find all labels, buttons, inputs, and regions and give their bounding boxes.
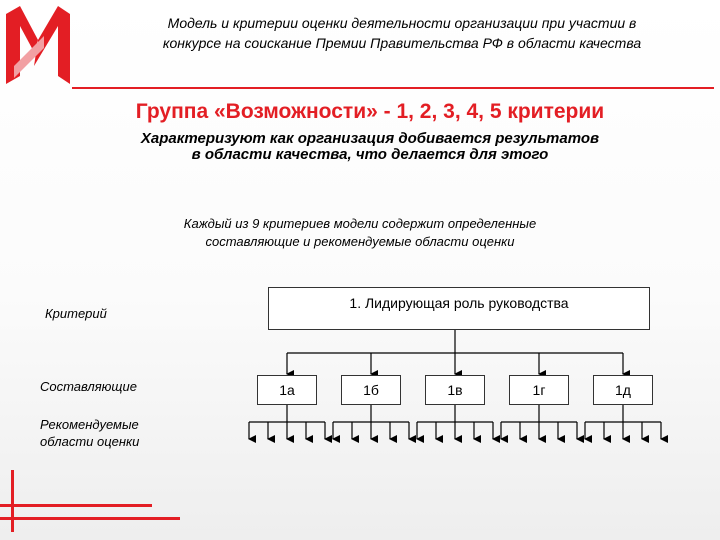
header-line-2: конкурсе на соискание Премии Правительства РФ в области качества bbox=[162, 35, 642, 51]
criterion-box: 1. Лидирующая роль руководства bbox=[268, 287, 650, 330]
label-areas-line-1: Рекомендуемые bbox=[40, 417, 139, 432]
label-areas-line-2: области оценки bbox=[40, 434, 140, 449]
model-note-line-1: Каждый из 9 критериев модели содержит определенные bbox=[183, 216, 537, 231]
component-box-1b: 1б bbox=[341, 375, 401, 405]
label-criterion: Критерий bbox=[45, 306, 107, 321]
model-note-line-2: составляющие и рекомендуемые области оценки bbox=[205, 234, 515, 249]
component-box-1v: 1в bbox=[425, 375, 485, 405]
group-title: Группа «Возможности» - 1, 2, 3, 4, 5 критерии bbox=[135, 100, 605, 123]
component-box-1d: 1д bbox=[593, 375, 653, 405]
group-desc-line-1: Характеризуют как организация добивается результатов bbox=[140, 130, 600, 147]
header-line-1: Модель и критерии оценки деятельности организации при участии в bbox=[167, 15, 637, 31]
component-box-1a: 1а bbox=[257, 375, 317, 405]
group-desc-line-2: в области качества, что делается для этого bbox=[191, 146, 549, 163]
component-box-1g: 1г bbox=[509, 375, 569, 405]
label-components: Составляющие bbox=[40, 379, 137, 394]
